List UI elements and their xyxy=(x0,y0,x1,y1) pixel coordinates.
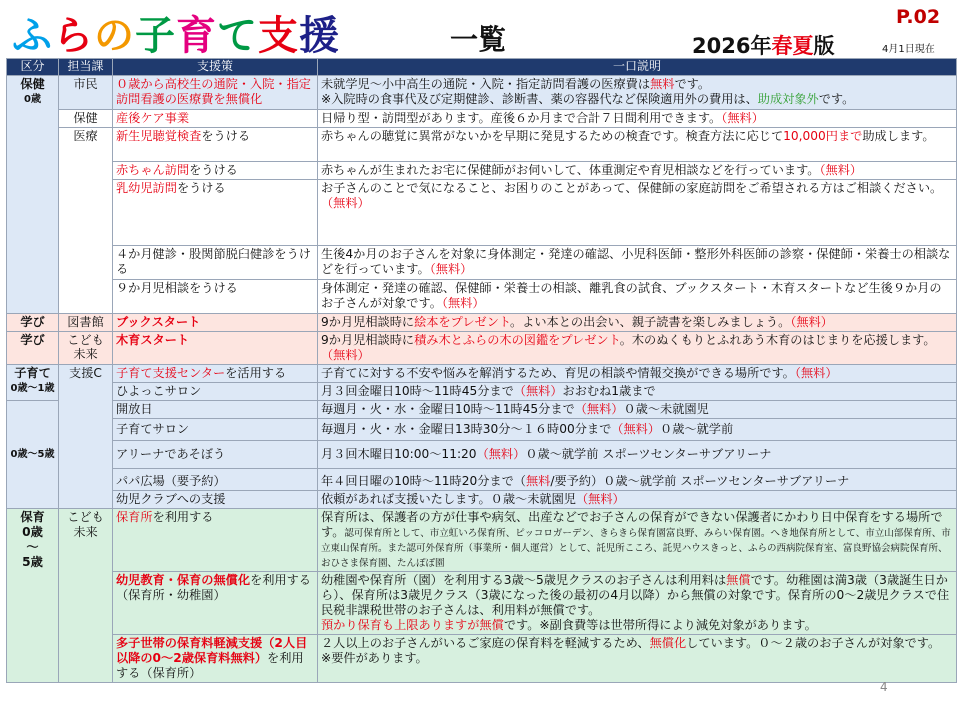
policy-text: をうける xyxy=(176,181,226,195)
table-header-row xyxy=(7,59,957,76)
col-dept: 担当課 xyxy=(59,59,113,76)
col-policy: 支援策 xyxy=(113,59,318,76)
desc-text: 子育てに対する不安や悩みを解消するため、育児の相談や情報交換ができる場所です。 xyxy=(321,366,795,380)
desc-text: /要予約）０歳～就学前 スポーツセンターサブアリーナ xyxy=(550,474,850,488)
title-char: ら xyxy=(53,13,94,59)
policy-highlight: 乳幼児訪問 xyxy=(116,181,177,195)
desc-text: 年４回日曜の10時～11時20分まで（ xyxy=(321,474,526,488)
policy-cell: ９か月児相談をうける xyxy=(113,280,318,314)
policy-cell xyxy=(113,180,318,246)
desc-highlight: （無料） xyxy=(321,196,370,210)
footer-page-number: 4 xyxy=(880,680,888,694)
desc-text: 依頼があれば支援いたします。０歳～未就園児 xyxy=(321,492,576,506)
desc-highlight: （無料） xyxy=(611,422,661,436)
desc-cell xyxy=(318,110,957,128)
desc-cell xyxy=(318,162,957,180)
desc-highlight: 無料 xyxy=(650,77,675,91)
desc-text: です。※副食費等は世帯所得により減免対象があります。 xyxy=(503,618,817,632)
table-row xyxy=(7,383,957,401)
desc-text: 。よい本との出会い、親子読書を楽しみましょう。 xyxy=(510,315,791,329)
table-row xyxy=(7,401,957,419)
section-sub: 0歳 xyxy=(22,525,43,539)
desc-highlight: （無料） xyxy=(513,384,563,398)
policy-text: を利用する xyxy=(250,573,311,587)
policy-cell: ４か月健診・股関節脱臼健診をうける xyxy=(113,246,318,280)
desc-text: ０歳～就学前 xyxy=(660,422,734,436)
dept-cell: こども未来 xyxy=(59,509,113,683)
section-label: 保育 xyxy=(20,510,45,524)
section-sub: 0歳 xyxy=(24,94,41,105)
desc-highlight: （無料） xyxy=(429,262,473,276)
section-sub: 5歳 xyxy=(22,555,43,569)
desc-text: です。 xyxy=(674,77,711,91)
policy-highlight: 保育所 xyxy=(116,510,153,524)
section-sub: 0歳～1歳 xyxy=(10,383,55,394)
desc-text: ２人以上のお子さんがいるご家庭の保育料を軽減するため、 xyxy=(321,636,650,650)
title-ichiran: 一覧 xyxy=(450,23,507,56)
table-row xyxy=(7,332,957,365)
title-char: 育 xyxy=(176,13,217,59)
dept-cell: 支援C xyxy=(59,365,113,509)
policy-cell xyxy=(113,128,318,162)
section-label: 子育て xyxy=(14,366,51,380)
page-header xyxy=(0,0,960,58)
desc-text: です。幼稚園は満3歳（3歳誕生日から）、保育所は3歳児クラス（3歳になった後の最初の4月以降）から無償の対象です。保育所の0～2歳児クラスで住民税非課税世帯のお子さんは、利用料が無償です。 xyxy=(321,573,950,617)
desc-highlight: 無償化 xyxy=(649,636,687,650)
desc-cell xyxy=(318,365,957,383)
policy-text: を利用する（保育所） xyxy=(116,651,304,680)
table-row xyxy=(7,419,957,441)
desc-cell xyxy=(318,246,957,280)
policy-cell: 木育スタート xyxy=(113,332,318,365)
desc-cell xyxy=(318,314,957,332)
title-char: 子 xyxy=(135,13,176,59)
desc-cell xyxy=(318,572,957,635)
desc-highlight: （無料） xyxy=(574,402,624,416)
policy-cell: 子育てサロン xyxy=(113,419,318,441)
table-row xyxy=(7,491,957,509)
table-row xyxy=(7,572,957,635)
desc-text: 身体測定・発達の確認、保健師・栄養士の相談、離乳食の試食、ブックスタート・木育スタートなど生後９か月のお子さんが対象です。 xyxy=(321,281,942,310)
desc-highlight: （無料） xyxy=(790,315,833,329)
table-row xyxy=(7,365,957,383)
desc-cell xyxy=(318,419,957,441)
policy-text: を活用する xyxy=(225,366,287,380)
as-of-date: 4月1日現在 xyxy=(882,44,935,55)
support-table xyxy=(6,58,957,683)
desc-highlight: （無料） xyxy=(441,296,485,310)
desc-cell xyxy=(318,280,957,314)
desc-text: 赤ちゃんが生まれたお宅に保健師がお伺いして、体重測定や育児相談などを行っています。 xyxy=(321,163,820,177)
dept-cell: 市民 xyxy=(59,76,113,110)
desc-text: ０歳～未就園児 xyxy=(623,402,709,416)
desc-cell xyxy=(318,332,957,365)
section-label: 保健 xyxy=(20,77,45,91)
policy-cell: 産後ケア事業 xyxy=(113,110,318,128)
table-row xyxy=(7,76,957,110)
desc-text: 保育所は、保護者の方が仕事や病気、出産などでお子さんの保育ができない保護者にかわり日中保育をする場所です。 xyxy=(321,510,943,539)
section-sub: 0歳～5歳 xyxy=(10,449,55,460)
desc-cell xyxy=(318,180,957,246)
desc-highlight: 無料 xyxy=(525,474,551,488)
title-char: ふ xyxy=(12,13,53,59)
dept-cell: 医療 xyxy=(59,128,113,314)
section-manabi: 学び xyxy=(7,314,59,332)
desc-cell xyxy=(318,383,957,401)
policy-cell: パパ広場（要予約） xyxy=(113,469,318,491)
desc-text: 助成します。 xyxy=(862,129,935,143)
table-row xyxy=(7,635,957,683)
table-row xyxy=(7,246,957,280)
desc-text: ※入院時の食事代及び定期健診、診断書、薬の容器代など保険適用外の費用は、 xyxy=(321,92,758,106)
policy-cell xyxy=(113,572,318,635)
policy-cell xyxy=(113,509,318,572)
policy-highlight: 幼児教育・保育の無償化 xyxy=(116,573,251,587)
desc-cell xyxy=(318,509,957,572)
table-row xyxy=(7,180,957,246)
desc-cell xyxy=(318,441,957,469)
desc-text: 毎週月・火・水・金曜日10時～11時45分まで xyxy=(321,402,575,416)
desc-text: ０歳～就学前 スポーツセンターサブアリーナ xyxy=(525,447,772,461)
desc-text: 毎週月・火・水・金曜日13時30分～１６時00分まで xyxy=(321,422,612,436)
section-sub: ～ xyxy=(26,540,39,554)
desc-text: ※要件があります。 xyxy=(321,651,428,665)
policy-cell: アリーナであそぼう xyxy=(113,441,318,469)
col-desc: 一口説明 xyxy=(318,59,957,76)
policy-cell: ０歳から高校生の通院・入院・指定訪問看護の医療費を無償化 xyxy=(113,76,318,110)
policy-cell: ブックスタート xyxy=(113,314,318,332)
desc-highlight: 預かり保育も上限ありますが無償 xyxy=(321,618,504,632)
section-kosodate-sub xyxy=(7,401,59,509)
desc-highlight: 無償 xyxy=(726,573,751,587)
desc-text: です。 xyxy=(818,92,855,106)
desc-text: お子さんのことで気になること、お困りのことがあって、保健師の家庭訪問をご希望される方はご相談ください。 xyxy=(321,181,943,195)
edition-season: 春夏 xyxy=(771,34,814,58)
policy-cell xyxy=(113,635,318,683)
policy-highlight: 子育て支援センター xyxy=(116,366,226,380)
page-number-label: P.02 xyxy=(896,6,941,28)
section-manabi-2: 学び xyxy=(7,332,59,365)
desc-highlight: （無料） xyxy=(321,348,370,362)
desc-text: 月３回木曜日10:00～11:20 xyxy=(321,447,477,461)
col-category: 区分 xyxy=(7,59,59,76)
title-char: 支 xyxy=(258,13,299,59)
policy-cell xyxy=(113,365,318,383)
desc-text: 生後4か月のお子さんを対象に身体測定・発達の確認、小児科医師・整形外科医師の診察・保健師・栄養士の相談などを行っています。 xyxy=(321,247,951,276)
policy-text: を利用する xyxy=(152,510,214,524)
policy-text: をうける xyxy=(189,163,238,177)
policy-cell xyxy=(113,162,318,180)
policy-highlight: 多子世帯の保育料軽減支援（2人目以降の0～2歳保育料無料） xyxy=(116,636,308,665)
desc-text: 幼稚園や保育所（園）を利用する3歳～5歳児クラスのお子さんは利用料は xyxy=(321,573,727,587)
desc-highlight: 絵本をプレゼント xyxy=(414,315,510,329)
desc-cell xyxy=(318,401,957,419)
policy-text: をうける xyxy=(201,129,251,143)
desc-text: 9か月児相談時に xyxy=(321,333,415,347)
desc-highlight: 助成対象外 xyxy=(757,92,819,106)
desc-highlight: （無料） xyxy=(575,492,625,506)
table-row xyxy=(7,128,957,162)
title-char: 援 xyxy=(299,13,340,59)
title-char: て xyxy=(217,13,258,59)
desc-small-text: 認可保育所として、市立虹いろ保育所、ピッコロガーデン、きらきら保育園富良野、みらい保育園。へき地保育所として、市立山部保育所、市立東山保育所。また認可外保育所（事業所・個人運営）として、託児所こころ、託児ハウスきっと、ふらの西病院保育室、富良野協会病院保育所、おひさま保育園、たんぽぽ園 xyxy=(321,528,951,569)
policy-cell: ひよっこサロン xyxy=(113,383,318,401)
policy-cell: 開放日 xyxy=(113,401,318,419)
edition-label xyxy=(692,30,834,60)
desc-highlight: （無料） xyxy=(721,111,764,125)
table-row xyxy=(7,509,957,572)
table-row xyxy=(7,314,957,332)
desc-cell xyxy=(318,491,957,509)
desc-text: 9か月児相談時に xyxy=(321,315,415,329)
dept-cell: 保健 xyxy=(59,110,113,128)
edition-year: 2026年 xyxy=(692,34,772,58)
desc-text: 日帰り型・訪問型があります。産後６か月まで合計７日間利用できます。 xyxy=(321,111,722,125)
desc-highlight: （無料） xyxy=(819,163,863,177)
table-row xyxy=(7,110,957,128)
table-row xyxy=(7,280,957,314)
dept-cell: こども未来 xyxy=(59,332,113,365)
section-hoiku xyxy=(7,509,59,683)
desc-cell xyxy=(318,128,957,162)
section-kosodate xyxy=(7,365,59,401)
desc-highlight: （無料） xyxy=(476,447,526,461)
desc-highlight: （無料） xyxy=(794,366,838,380)
table-row xyxy=(7,162,957,180)
desc-text: 未就学児～小中高生の通院・入院・指定訪問看護の医療費は xyxy=(321,77,651,91)
policy-highlight: 新生児聴覚検査 xyxy=(116,129,202,143)
table-row xyxy=(7,469,957,491)
desc-highlight: 10,000円まで xyxy=(783,129,863,143)
page-title xyxy=(12,4,340,61)
desc-text: 。木のぬくもりとふれあう木育のはじまりを応援します。 xyxy=(619,333,936,347)
edition-suffix: 版 xyxy=(813,34,835,58)
desc-cell xyxy=(318,635,957,683)
policy-cell: 幼児クラブへの支援 xyxy=(113,491,318,509)
desc-text: 月３回金曜日10時～11時45分まで xyxy=(321,384,514,398)
policy-text: （保育所・幼稚園） xyxy=(116,588,226,602)
table-row xyxy=(7,441,957,469)
desc-text: 赤ちゃんの聴覚に異常がないかを早期に発見するための検査です。検査方法に応じて xyxy=(321,129,784,143)
desc-cell xyxy=(318,76,957,110)
dept-cell: 図書館 xyxy=(59,314,113,332)
title-char: の xyxy=(94,13,135,59)
policy-highlight: 赤ちゃん訪問 xyxy=(116,163,190,177)
desc-highlight: 積み木とふらの木の図鑑をプレゼント xyxy=(414,333,620,347)
desc-cell xyxy=(318,469,957,491)
desc-text: おおむね1歳まで xyxy=(562,384,656,398)
desc-text: しています。０～２歳のお子さんが対象です。 xyxy=(686,636,941,650)
section-hoken xyxy=(7,76,59,314)
